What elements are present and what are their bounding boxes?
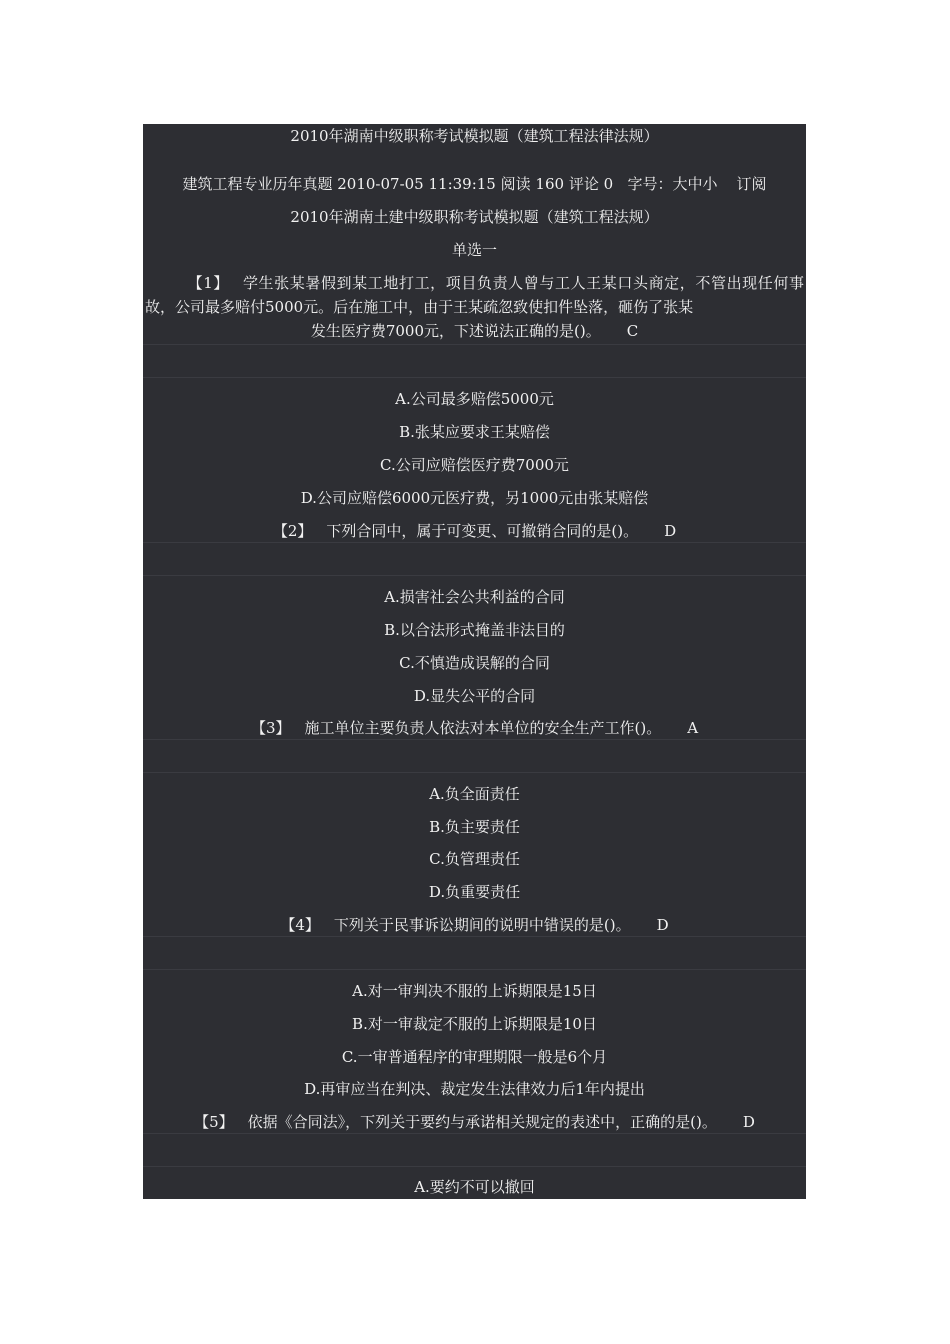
divider (143, 575, 806, 576)
meta-fontsize[interactable]: 字号：大中小 (627, 175, 718, 193)
meta-category[interactable]: 建筑工程专业历年真题 (182, 175, 333, 193)
section-heading: 单选一 (451, 241, 497, 259)
q4-option-c: C.一审普通程序的审理期限一般是6个月 (341, 1048, 608, 1066)
q4-option-b: B.对一审裁定不服的上诉期限是10日 (352, 1015, 597, 1033)
q1-option-a: A.公司最多赔偿5000元 (395, 390, 554, 408)
question-5-text: 依据《合同法》，下列关于要约与承诺相关规定的表述中，正确的是()。 (247, 1113, 717, 1131)
divider (143, 772, 806, 773)
article-panel (143, 124, 806, 1199)
q1-option-d: D.公司应赔偿6000元医疗费，另1000元由张某赔偿 (300, 489, 649, 507)
q2-option-c: C.不慎造成误解的合同 (399, 654, 550, 672)
meta-subscribe[interactable]: 订阅 (736, 175, 767, 193)
q3-option-a: A.负全面责任 (429, 785, 520, 803)
question-2-text: 下列合同中，属于可变更、可撤销合同的是()。 (326, 522, 639, 540)
q5-option-a: A.要约不可以撤回 (414, 1178, 535, 1196)
q1-option-b: B.张某应要求王某赔偿 (399, 423, 550, 441)
question-5-answer: D (742, 1113, 755, 1131)
question-1-number: 【1】 (187, 274, 229, 292)
question-4-number: 【4】 (280, 916, 320, 934)
q4-option-d: D.再审应当在判决、裁定发生法律效力后1年内提出 (304, 1080, 645, 1098)
meta-reads: 阅读 160 (500, 175, 565, 193)
question-3-text: 施工单位主要负责人依法对本单位的安全生产工作()。 (304, 719, 662, 737)
divider (143, 542, 806, 543)
q1-option-c: C.公司应赔偿医疗费7000元 (380, 456, 569, 474)
divider (143, 936, 806, 937)
q2-option-a: A.损害社会公共利益的合同 (384, 588, 565, 606)
question-3-number: 【3】 (250, 719, 291, 737)
article-subtitle: 2010年湖南土建中级职称考试模拟题（建筑工程法规） (290, 208, 659, 226)
question-1-text: 学生张某暑假到某工地打工，项目负责人曾与工人王某口头商定，不管出现任何事故，公司最多赔付5000元。后在施工中，由于王某疏忽致使扣件坠落，砸伤了张某 (145, 274, 804, 316)
divider (143, 1166, 806, 1167)
question-5 (143, 1110, 806, 1134)
divider (143, 1133, 806, 1134)
article-title: 2010年湖南中级职称考试模拟题（建筑工程法律法规） (290, 127, 659, 145)
question-2 (143, 519, 806, 543)
q3-option-d: D.负重要责任 (428, 883, 521, 901)
q3-option-c: C.负管理责任 (429, 850, 520, 868)
divider (143, 739, 806, 740)
meta-comments[interactable]: 评论 0 (568, 175, 614, 193)
q2-option-b: B.以合法形式掩盖非法目的 (384, 621, 565, 639)
article-meta (143, 172, 806, 196)
divider (143, 969, 806, 970)
q3-option-b: B.负主要责任 (429, 818, 520, 836)
question-1-answer: C (626, 322, 639, 340)
question-3-answer: A (687, 719, 699, 737)
q4-option-a: A.对一审判决不服的上诉期限是15日 (352, 982, 597, 1000)
meta-datetime: 2010-07-05 11:39:15 (337, 175, 496, 193)
question-2-number: 【2】 (272, 522, 313, 540)
divider (143, 377, 806, 378)
question-4 (143, 913, 806, 937)
divider (143, 344, 806, 345)
question-4-answer: D (656, 916, 669, 934)
q2-option-d: D.显失公平的合同 (413, 687, 536, 705)
question-4-text: 下列关于民事诉讼期间的说明中错误的是()。 (333, 916, 631, 934)
question-2-answer: D (664, 522, 677, 540)
question-5-number: 【5】 (194, 1113, 234, 1131)
question-3 (143, 716, 806, 740)
question-1-text-cont: 发生医疗费7000元，下述说法正确的是()。 (310, 322, 601, 340)
question-1 (145, 271, 804, 343)
